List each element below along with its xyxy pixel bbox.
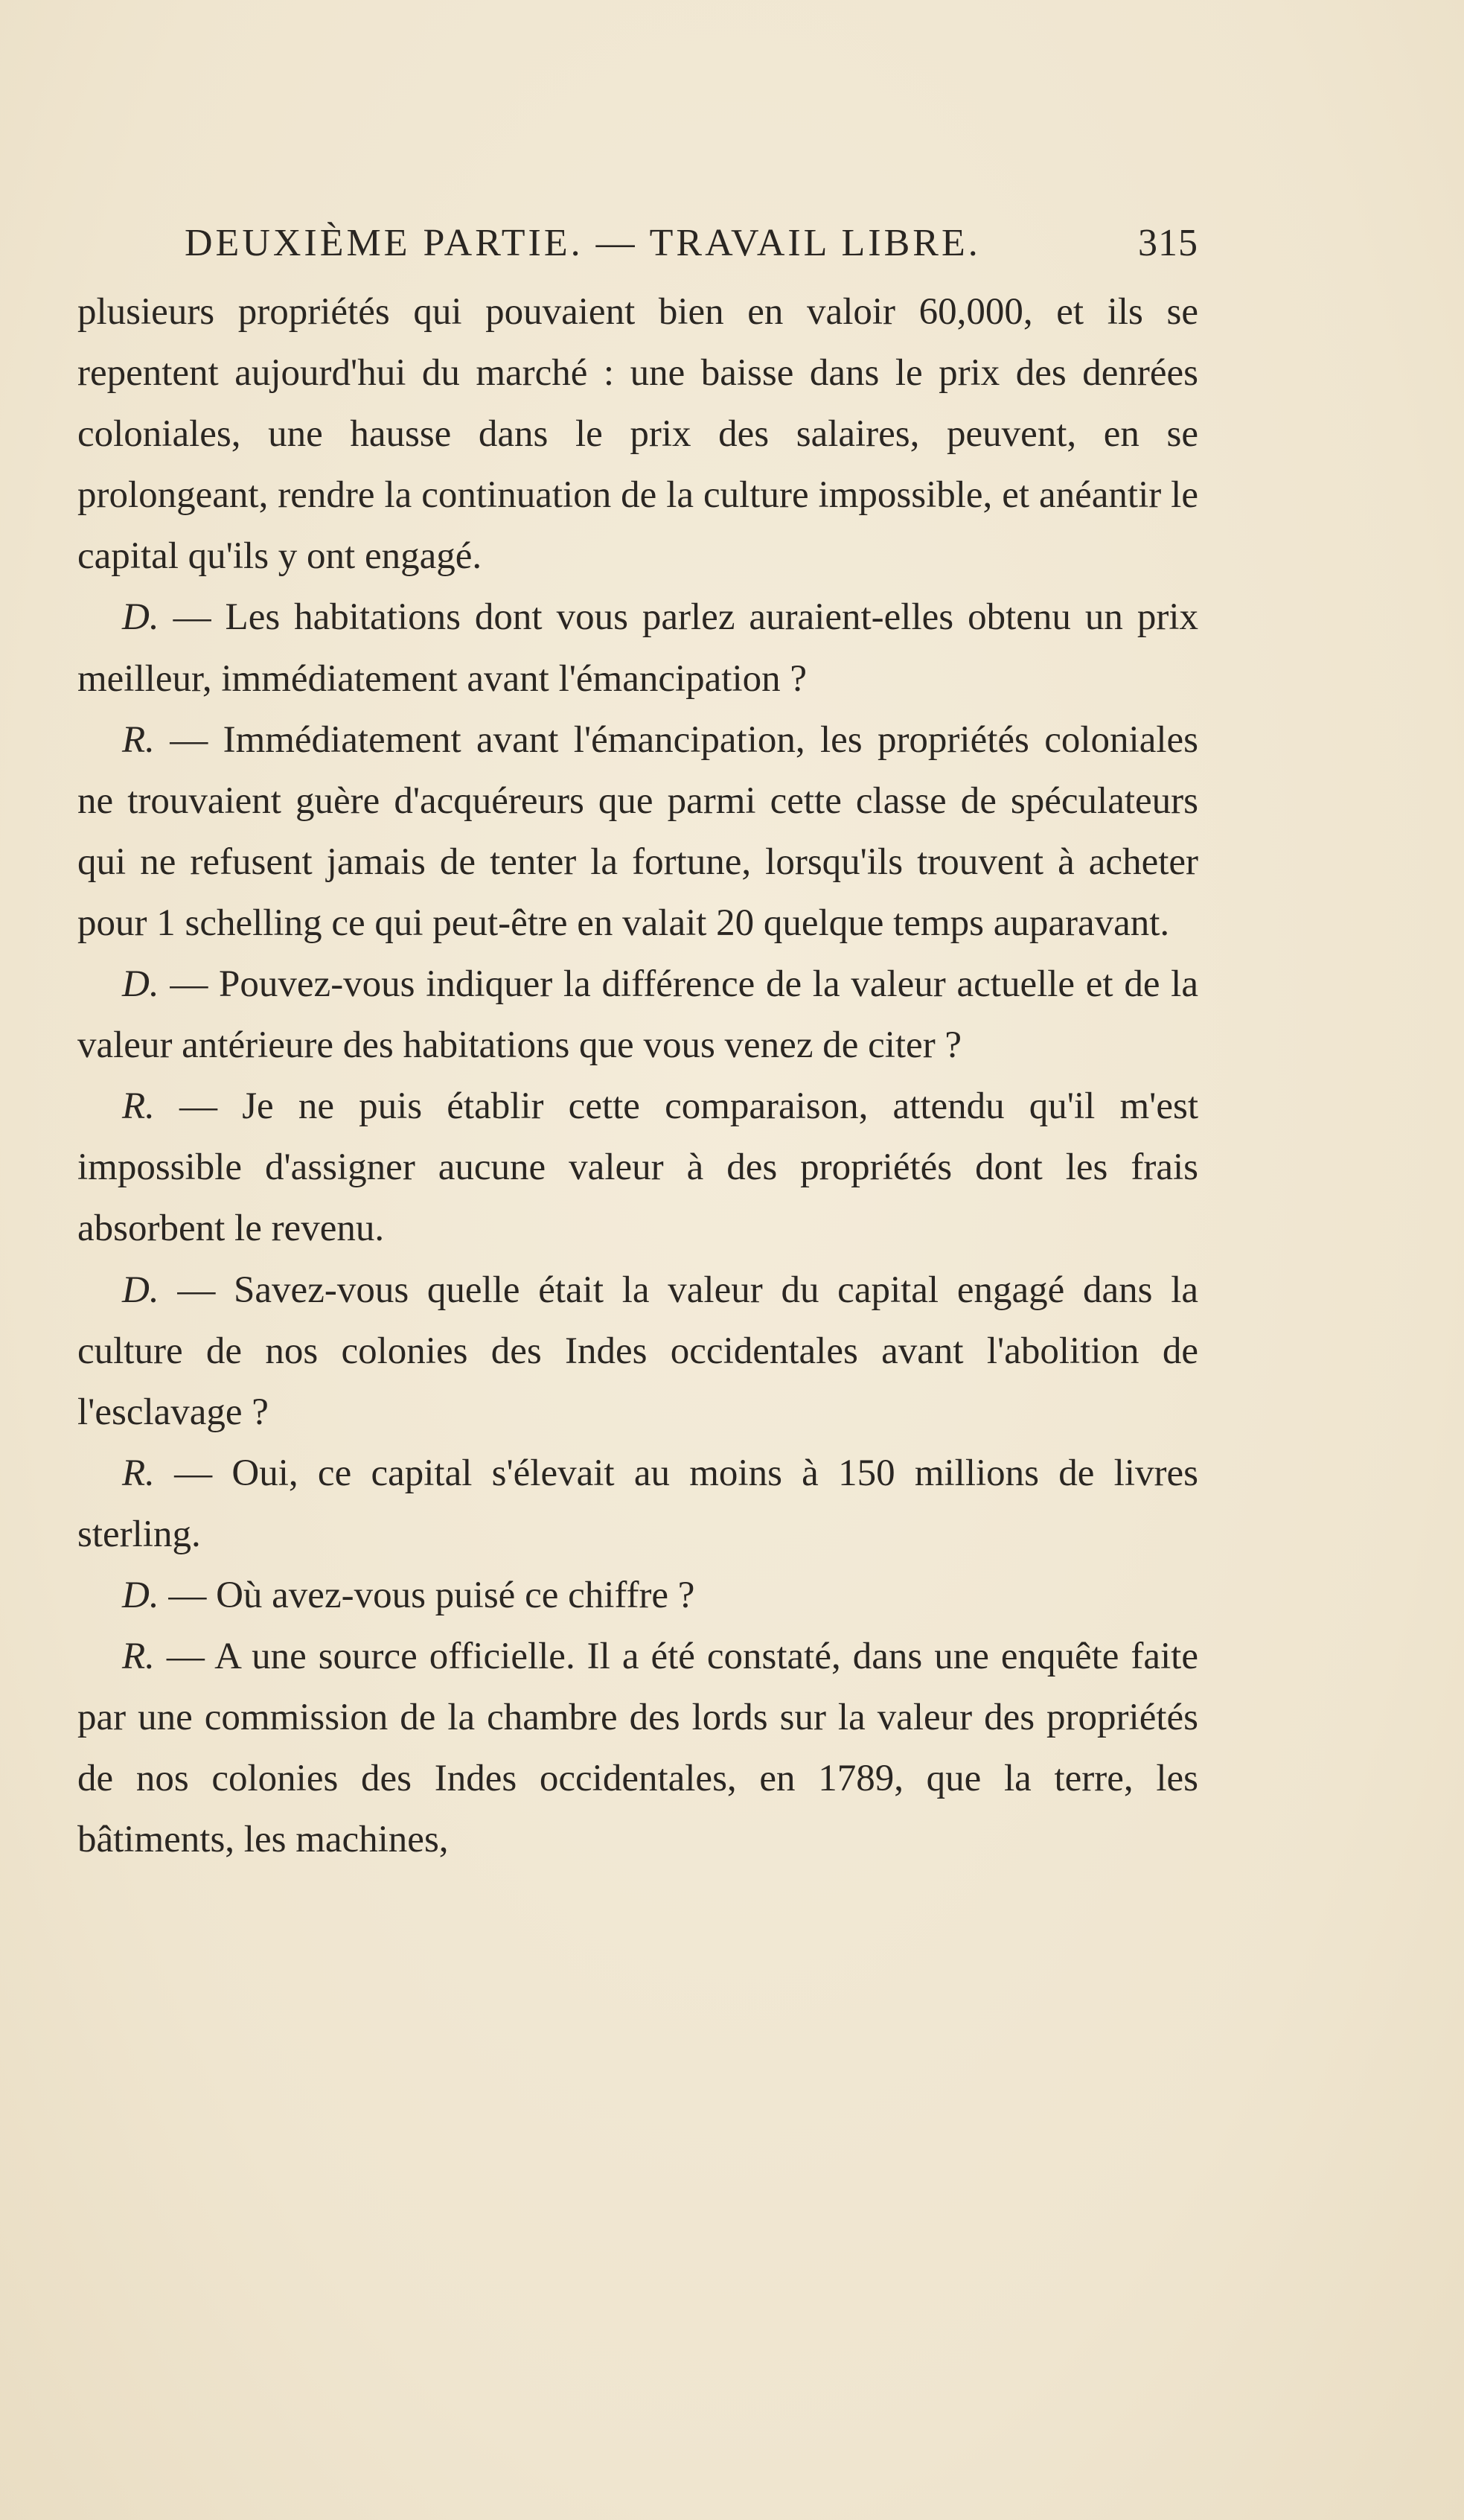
- speaker-label: R.: [122, 1636, 155, 1678]
- paragraph-question: [77, 1565, 1198, 1626]
- running-head-title: DEUXIÈME PARTIE. — TRAVAIL LIBRE.: [185, 222, 981, 264]
- speaker-label: D.: [122, 596, 159, 639]
- running-head: [185, 217, 1198, 269]
- page-number: 315: [1138, 222, 1198, 264]
- paragraph-answer: [77, 1443, 1198, 1565]
- body-text: [77, 281, 1198, 1870]
- paragraph-question: [77, 587, 1198, 709]
- paragraph: [77, 281, 1198, 587]
- paragraph-text: — Où avez-vous puisé ce chiffre ?: [159, 1574, 695, 1616]
- speaker-label: R.: [122, 1452, 155, 1494]
- paragraph-text: — Immédiatement avant l'émancipation, les propriétés coloniales ne trouvaient guère d'acquéreurs que parmi cette classe de spéculateurs qui ne refusent jamais de tenter la fortune, lorsqu'ils trouvent à acheter pour 1 schelling ce qui peut-être en valait 20 quelque temps auparavant.: [77, 718, 1198, 944]
- paragraph-answer: [77, 1626, 1198, 1870]
- paragraph-text: — Savez-vous quelle était la valeur du capital engagé dans la culture de nos colonies des Indes occidentales avant l'abolition de l'esclavage ?: [77, 1269, 1198, 1433]
- speaker-label: D.: [122, 1269, 159, 1311]
- paragraph-text: — Je ne puis établir cette comparaison, attendu qu'il m'est impossible d'assigner aucune valeur à des propriétés dont les frais absorbent le revenu.: [77, 1085, 1198, 1250]
- paragraph-question: [77, 954, 1198, 1076]
- paragraph-text: — Les habitations dont vous parlez auraient-elles obtenu un prix meilleur, immédiatement avant l'émancipation ?: [77, 596, 1198, 700]
- paragraph-answer: [77, 1076, 1198, 1259]
- speaker-label: D.: [122, 1574, 159, 1616]
- speaker-label: D.: [122, 963, 159, 1006]
- paragraph-answer: [77, 709, 1198, 954]
- paragraph-text: — A une source officielle. Il a été constaté, dans une enquête faite par une commission de la chambre des lords sur la valeur des propriétés de nos colonies des Indes occidentales, en 1789, que la terre, les bâtiments, les machines,: [77, 1636, 1198, 1861]
- paragraph-question: [77, 1260, 1198, 1443]
- paragraph-text: plusieurs propriétés qui pouvaient bien en valoir 60,000, et ils se repentent aujourd'hui du marché : une baisse dans le prix des denrées coloniales, une hausse dans le prix des salaires, peuvent, en se prolongeant, rendre la continuation de la culture impossible, et anéantir le capital qu'ils y ont engagé.: [77, 291, 1198, 578]
- speaker-label: R.: [122, 718, 155, 761]
- paragraph-text: — Oui, ce capital s'élevait au moins à 150 millions de livres sterling.: [77, 1452, 1198, 1555]
- speaker-label: R.: [122, 1085, 155, 1128]
- paragraph-text: — Pouvez-vous indiquer la différence de la valeur actuelle et de la valeur antérieure des habitations que vous venez de citer ?: [77, 963, 1198, 1067]
